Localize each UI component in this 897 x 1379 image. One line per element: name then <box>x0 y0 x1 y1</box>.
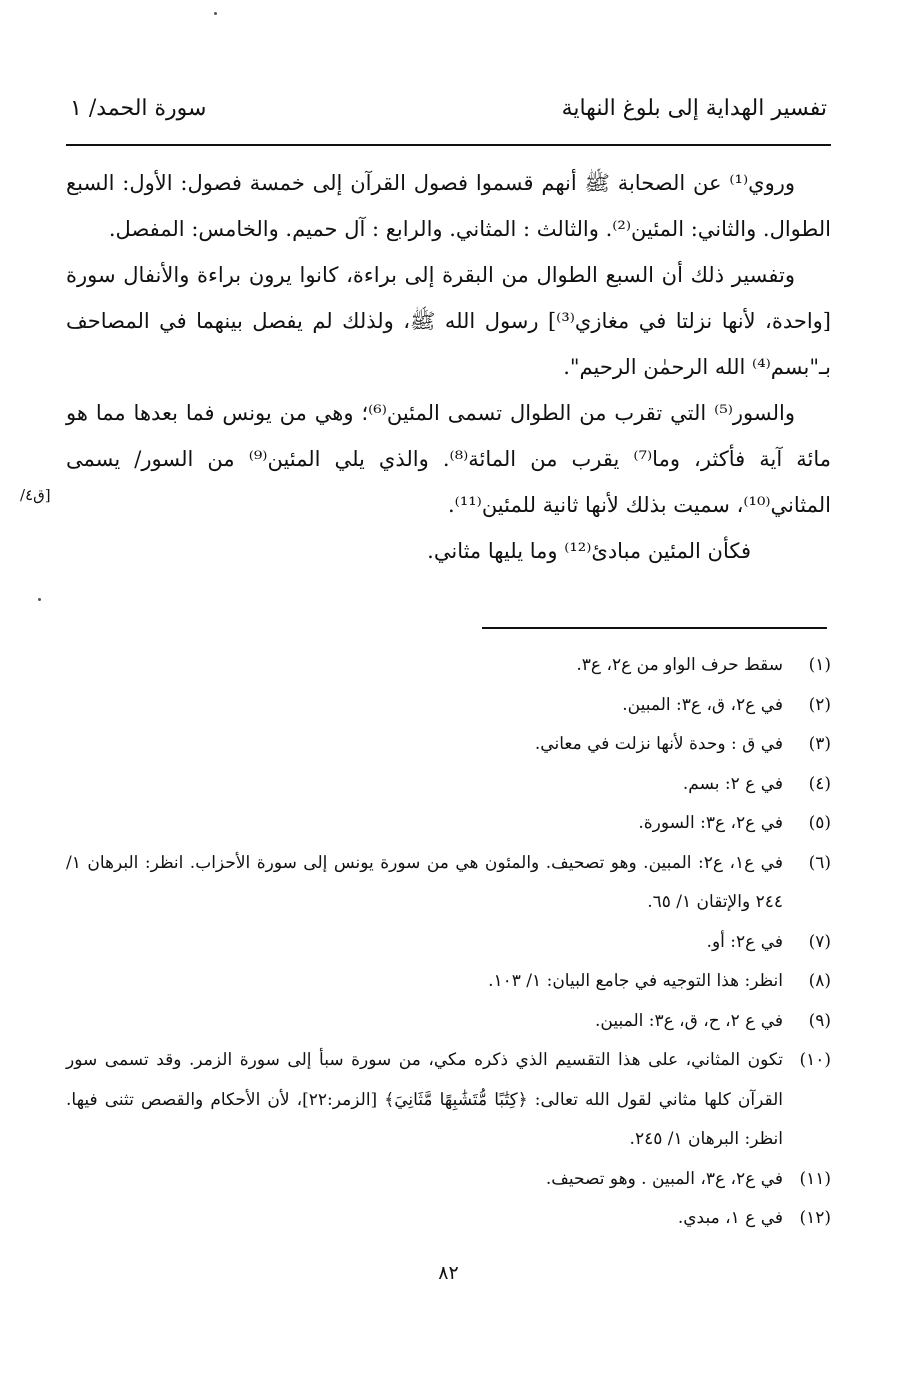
running-header <box>70 96 827 136</box>
footnote-text: في ع ١، مبدي. <box>677 1208 783 1228</box>
speck <box>214 12 217 15</box>
footnote-text: في ع٢، ع٣، المبين . وهو تصحيف. <box>545 1168 783 1189</box>
footnote-text: في ع٢، ع٣: السورة. <box>638 813 783 833</box>
surah-label: سورة الحمد/ ١ <box>70 96 207 121</box>
footnote <box>66 804 831 844</box>
paragraph-4: فكأن المئين مبادئ⁽¹²⁾ وما يليها مثاني. <box>427 539 751 563</box>
paragraph-2: وتفسير ذلك أن السبع الطوال من البقرة إلى براءة، كانوا يرون براءة والأنفال سورة [واحدة، لأنها نزلتا في مغازي⁽³⁾] رسول الله ﷺ، ولذلك لم يفصل بينهما في المصاحف بـ"بسم⁽⁴⁾ الله الرحمٰن الرحيم". <box>66 263 831 379</box>
footnote-text: في ع٢: أو. <box>706 931 783 952</box>
footnote-number: (٤) <box>808 773 831 794</box>
speck <box>38 598 41 601</box>
footnote-number: (٢) <box>808 694 831 715</box>
footnote <box>66 923 831 963</box>
page-number: ٨٢ <box>438 1262 459 1284</box>
footnote <box>66 646 831 686</box>
main-text <box>66 160 831 574</box>
footnote <box>66 765 831 805</box>
footnote-text: سقط حرف الواو من ع٢، ع٣. <box>576 655 783 675</box>
footnote-number: (٨) <box>808 971 831 991</box>
footnote-number: (١١) <box>799 1168 831 1189</box>
book-title: تفسير الهداية إلى بلوغ النهاية <box>561 96 827 121</box>
footnote <box>66 1002 831 1042</box>
footnote <box>66 725 831 765</box>
footnote <box>66 1041 831 1160</box>
footnote-text: انظر: هذا التوجيه في جامع البيان: ١/ ١٠٣. <box>488 971 783 991</box>
footnote-text: في ع ٢، ح، ق، ع٣: المبين. <box>595 1010 783 1031</box>
footnote-text: تكون المثاني، على هذا التقسيم الذي ذكره مكي، من سورة سبأ إلى سورة الزمر. وقد تسمى سور القرآن كلها مثاني لقول الله تعالى: ﴿كِتَٰبًا مُّتَشَٰبِهًا مَّثَانِيَ﴾ [الزمر:٢٢]، لأن الأحكام والقصص تثنى فيها. انظر: البرهان ١/ ٢٤٥. <box>66 1050 783 1149</box>
footnote-number: (٥) <box>808 813 831 833</box>
footnotes <box>66 646 831 1239</box>
footnote-number: (٧) <box>808 931 831 952</box>
footnote-number: (٣) <box>808 734 831 754</box>
footnote-text: في ع٢، ق، ع٣: المبين. <box>622 694 783 715</box>
footnote <box>66 962 831 1002</box>
footnote <box>66 686 831 726</box>
header-rule <box>66 144 831 146</box>
footnote <box>66 1160 831 1200</box>
manuscript-folio-marker: [ق٤/ <box>20 486 51 504</box>
footnote-number: (١٠) <box>799 1050 831 1070</box>
footnote <box>66 844 831 923</box>
paragraph-1: وروي⁽¹⁾ عن الصحابة ﷺ أنهم قسموا فصول القرآن إلى خمسة فصول: الأول: السبع الطوال. والثاني: المئين⁽²⁾. والثالث : المثاني. والرابع : آل حميم. والخامس: المفصل. <box>66 171 831 241</box>
footnote <box>66 1199 831 1239</box>
footnote-number: (٦) <box>808 852 831 873</box>
footnote-separator <box>482 627 827 629</box>
footnote-number: (٩) <box>808 1010 831 1031</box>
footnote-text: في ع١، ع٢: المبين. وهو تصحيف. والمئون هي من سورة يونس إلى سورة الأحزاب. انظر: البرهان ١/ ٢٤٤ والإتقان ١/ ٦٥. <box>66 852 783 912</box>
paragraph-3: والسور⁽⁵⁾ التي تقرب من الطوال تسمى المئين⁽⁶⁾؛ وهي من يونس فما بعدها مما هو مائة آية فأكثر، وما⁽⁷⁾ يقرب من المائة⁽⁸⁾. والذي يلي المئين⁽⁹⁾ من السور/ يسمى المثاني⁽¹⁰⁾، سميت بذلك لأنها ثانية للمئين⁽¹¹⁾. <box>66 401 832 517</box>
footnote-number: (١) <box>808 655 831 675</box>
footnote-text: في ع ٢: بسم. <box>682 773 783 794</box>
footnote-text: في ق : وحدة لأنها نزلت في معاني. <box>534 734 783 754</box>
footnote-number: (١٢) <box>799 1208 831 1228</box>
